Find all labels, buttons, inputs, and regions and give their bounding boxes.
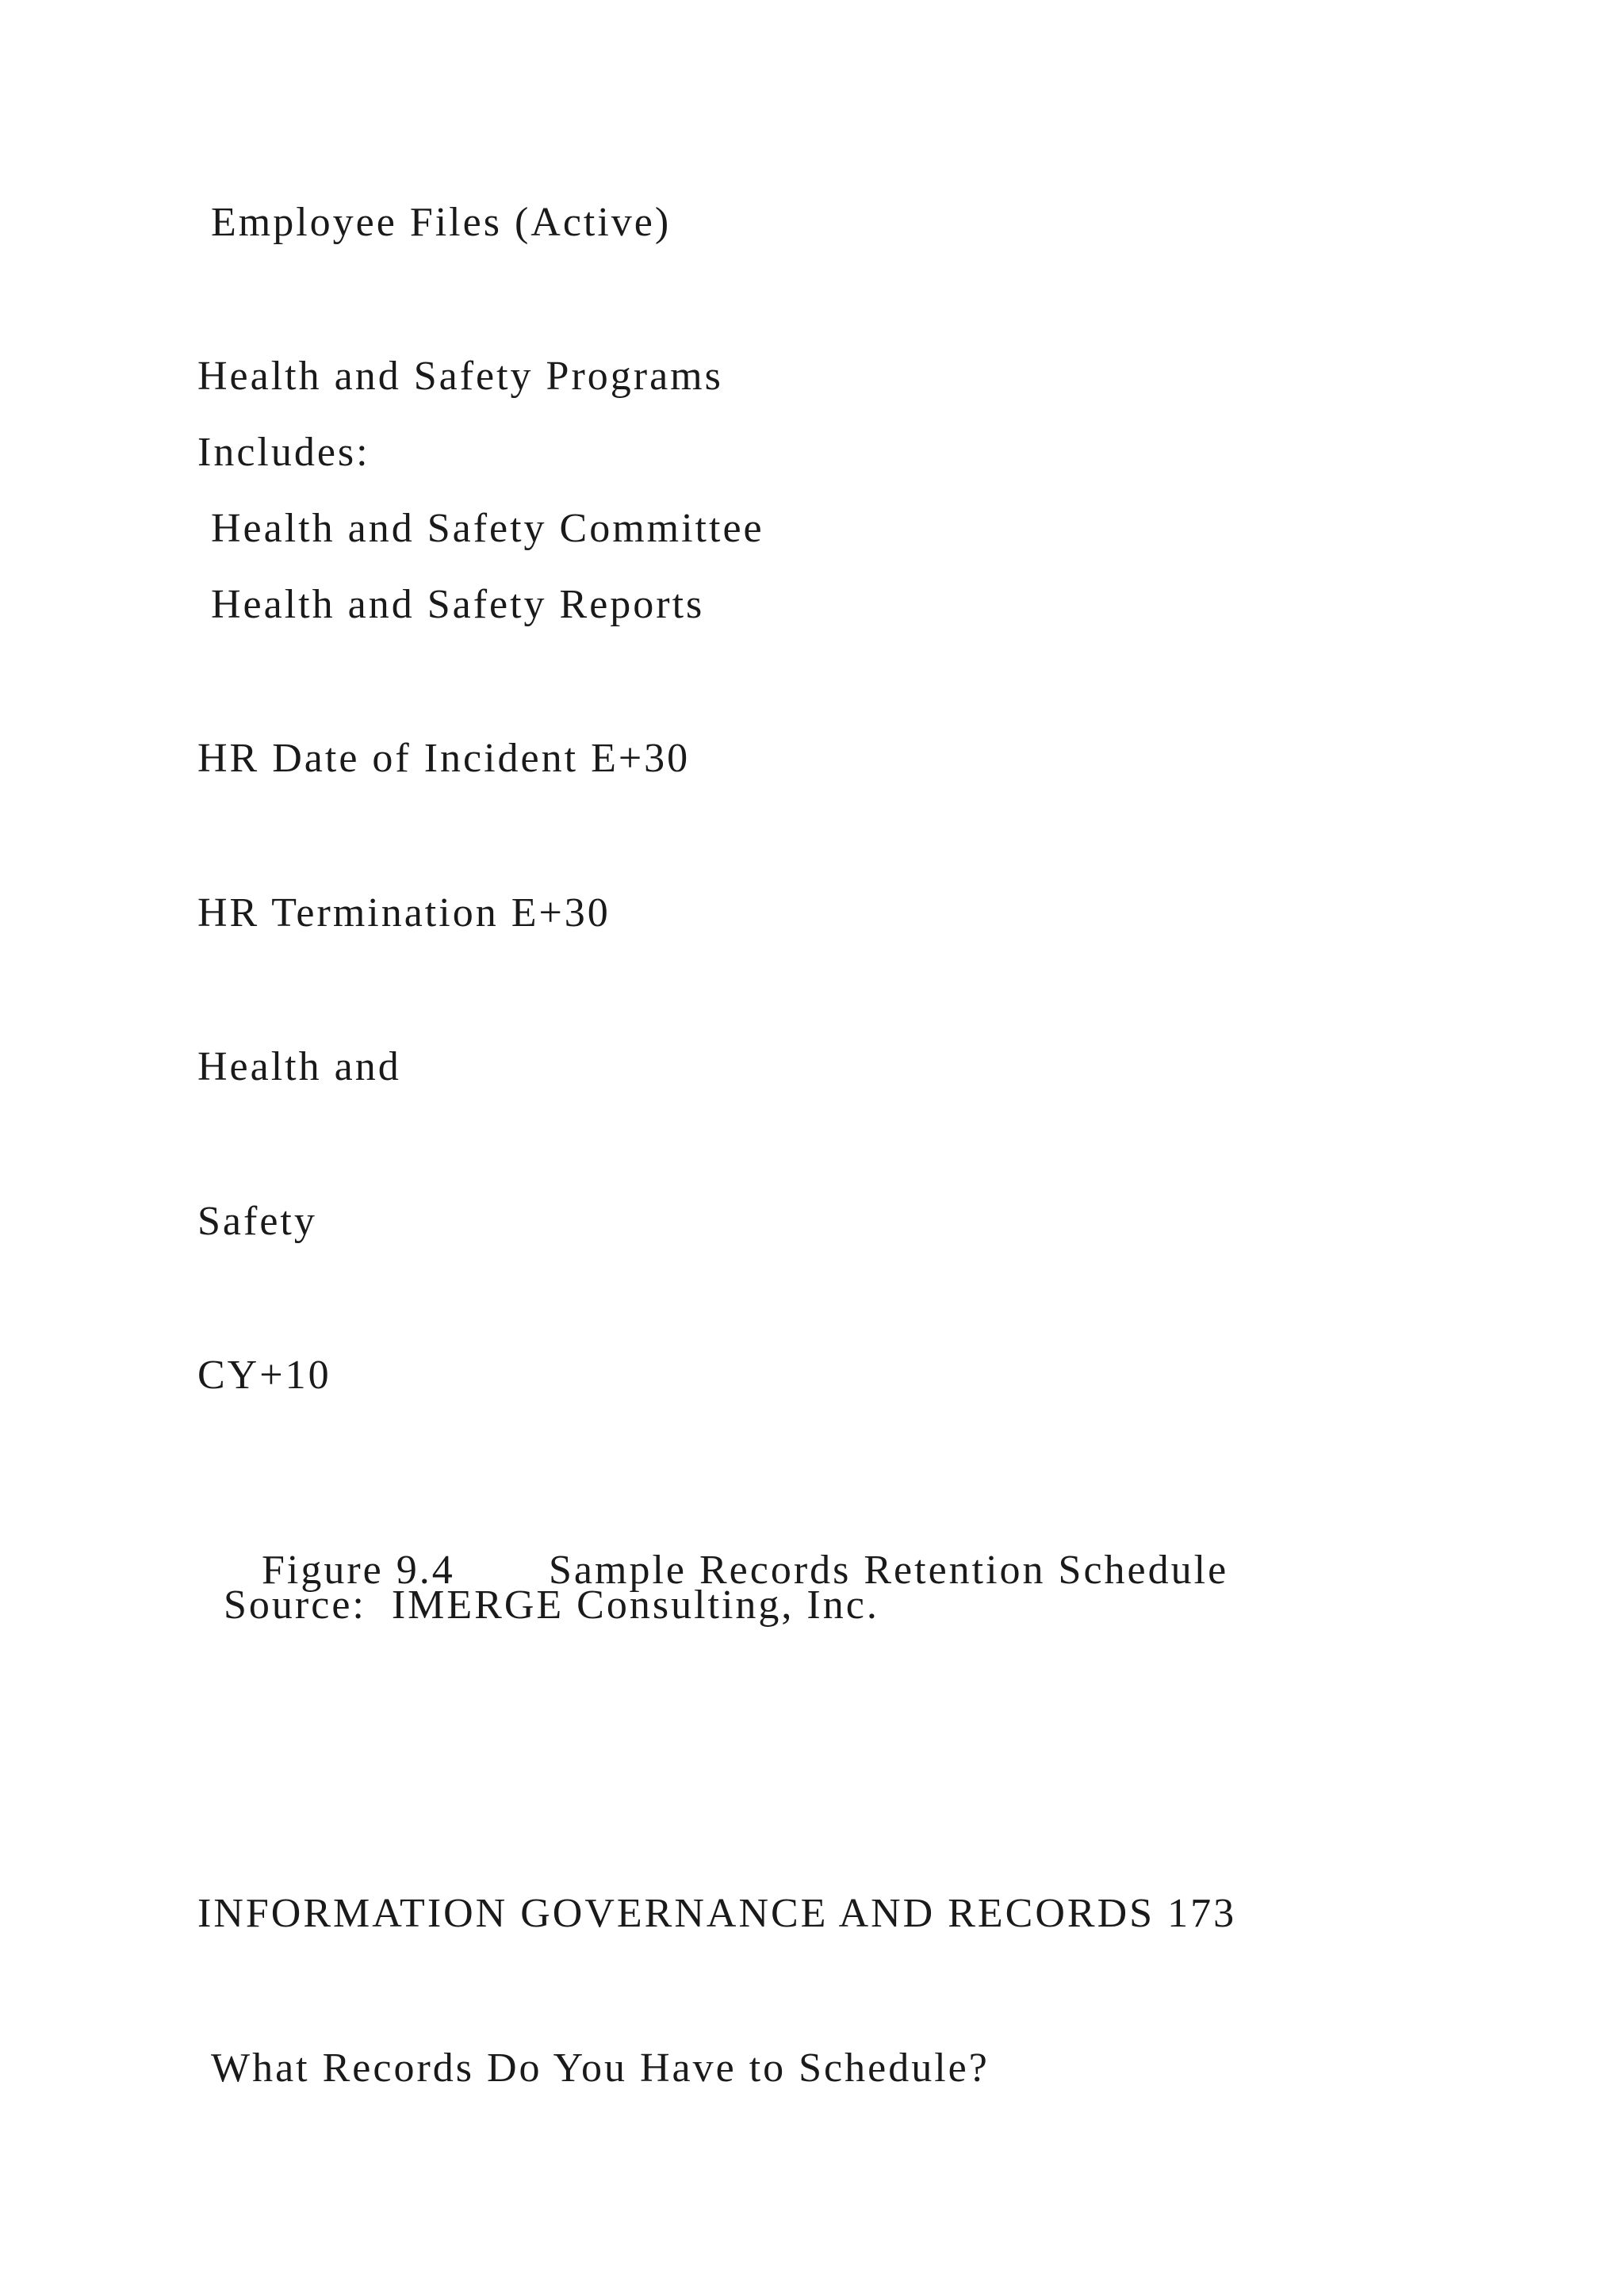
figure-title: Sample Records Retention Schedule — [549, 1548, 1229, 1593]
section-heading: What Records Do You Have to Schedule? — [211, 2045, 990, 2091]
employee-files-line: Employee Files (Active) — [211, 200, 672, 245]
committee-line: Health and Safety Committee — [211, 506, 764, 551]
health-and-line: Health and — [197, 1044, 401, 1089]
includes-line: Includes: — [197, 430, 370, 475]
health-safety-programs-line: Health and Safety Programs — [197, 354, 723, 399]
reports-line: Health and Safety Reports — [211, 582, 705, 627]
hr-termination-line: HR Termination E+30 — [197, 890, 611, 936]
figure-source: Source: IMERGE Consulting, Inc. — [224, 1582, 879, 1628]
safety-line: Safety — [197, 1199, 317, 1244]
figure-label: Figure 9.4 — [262, 1548, 455, 1593]
running-header: INFORMATION GOVERNANCE AND RECORDS 173 — [197, 1891, 1237, 1936]
hr-incident-line: HR Date of Incident E+30 — [197, 736, 691, 781]
cy10-line: CY+10 — [197, 1353, 331, 1398]
